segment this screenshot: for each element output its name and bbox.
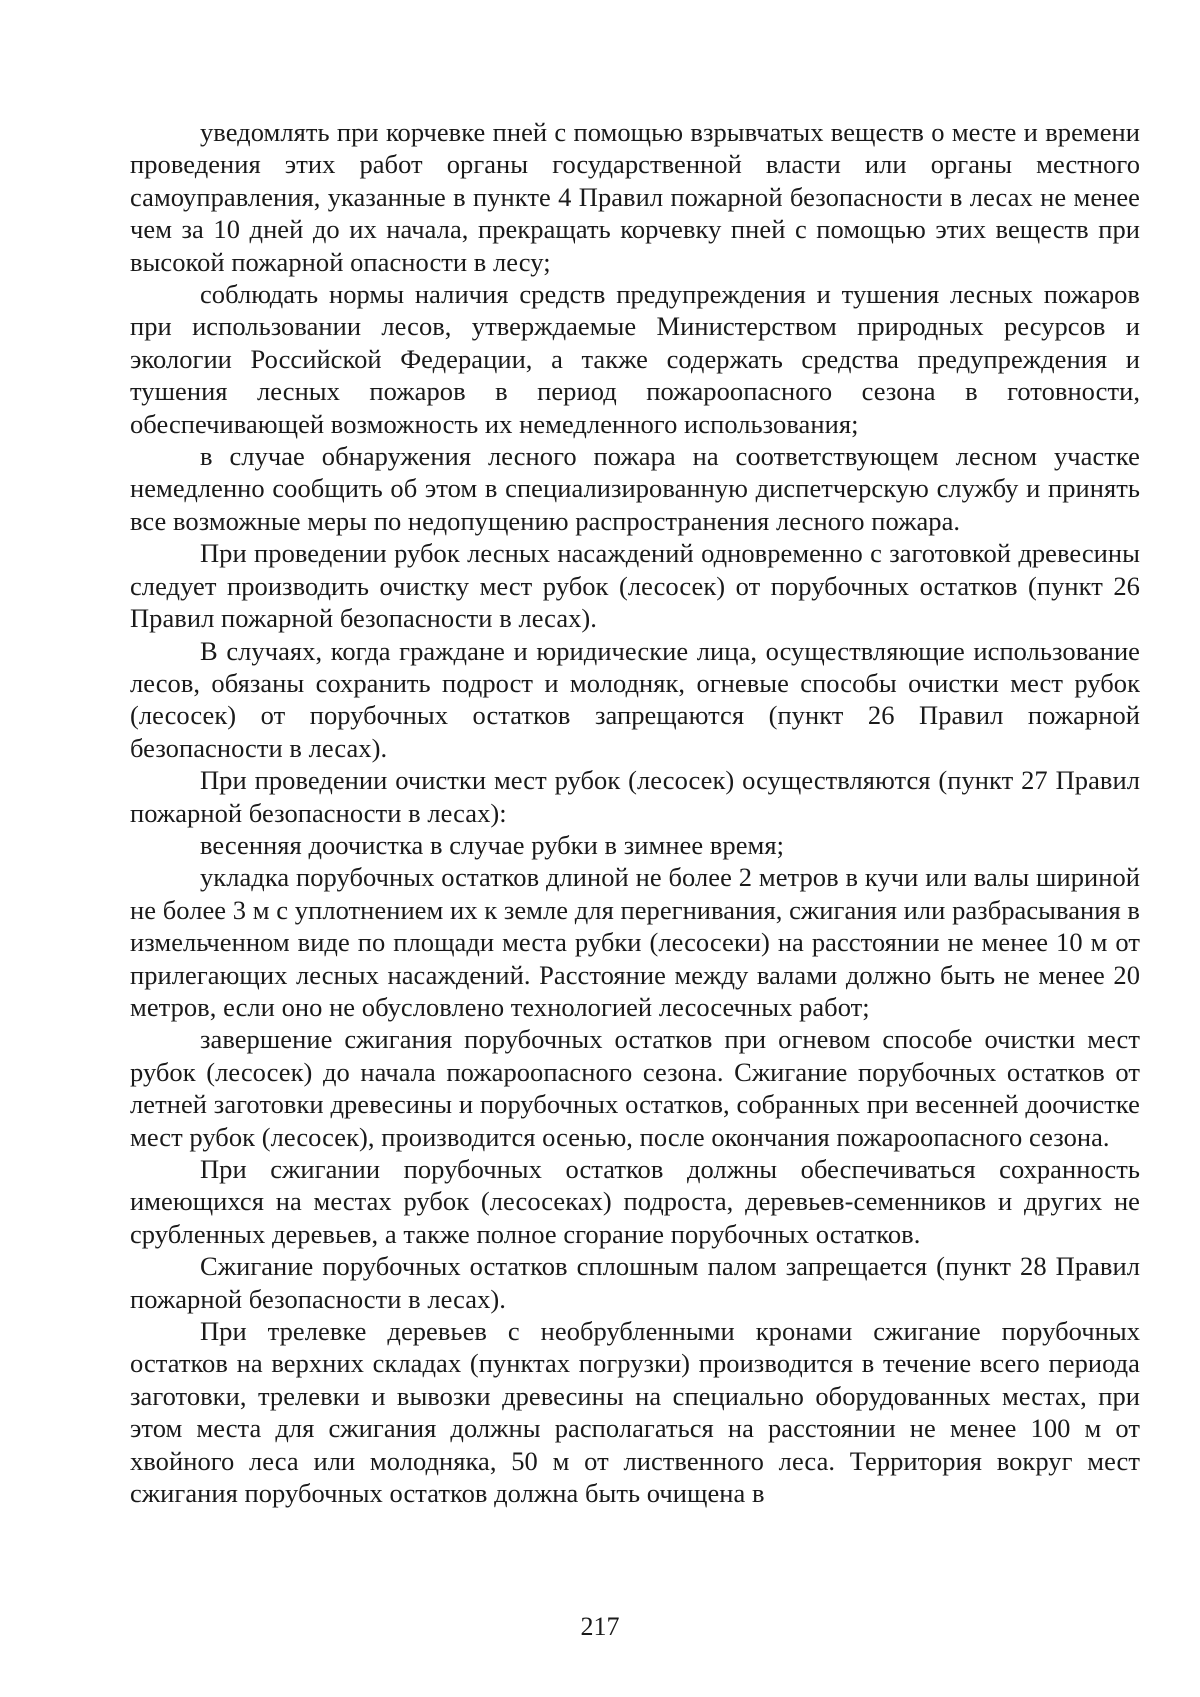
paragraph-fire-detection-report: в случае обнаружения лесного пожара на соответствующем лесном участке немедленно сообщить об этом в специализированную диспетчерскую службу и принять все возможные меры по недопущению распространения лесного пожара. — [130, 441, 1140, 536]
paragraph-notify-stump-blasting: уведомлять при корчевке пней с помощью взрывчатых веществ о месте и времени проведения этих работ органы государственной власти или органы местного самоуправления, указанные в пункте 4 Правил пожарной безопасности в лесах не менее чем за 10 дней до их начала, прекращать корчевку пней с помощью этих веществ при высокой пожарной опасности в лесу; — [130, 117, 1140, 277]
paragraph-skidding-burning: При трелевке деревьев с необрубленными кронами сжигание порубочных остатков на верхних складах (пунктах погрузки) производится в течение всего периода заготовки, трелевки и вывозки древесины на специально оборудованных местах, при этом места для сжигания должны располагаться на расстоянии не менее 100 м от хвойного леса или молодняка, 50 м от лиственного леса. Территория вокруг мест сжигания порубочных остатков должна быть очищена в — [130, 1316, 1140, 1509]
paragraph-solid-fire-prohibited: Сжигание порубочных остатков сплошным палом запрещается (пункт 28 Правил пожарной безопасности в лесах). — [130, 1251, 1140, 1314]
paragraph-cleanup-measures-intro: При проведении очистки мест рубок (лесосек) осуществляются (пункт 27 Правил пожарной безопасности в лесах): — [130, 765, 1140, 828]
paragraph-fire-cleanup-prohibited: В случаях, когда граждане и юридические лица, осуществляющие использование лесов, обязаны сохранить подрост и молодняк, огневые способы очистки мест рубок (лесосек) от порубочных остатков запрещаются (пункт 26 Правил пожарной безопасности в лесах). — [130, 635, 1140, 763]
paragraph-burning-preservation: При сжигании порубочных остатков должны обеспечиваться сохранность имеющихся на местах рубок (лесосеках) подроста, деревьев-семенников и других не срубленных деревьев, а также полное сгорание порубочных остатков. — [130, 1154, 1140, 1249]
paragraph-fire-equipment-norms: соблюдать нормы наличия средств предупреждения и тушения лесных пожаров при использовании лесов, утверждаемые Министерством природных ресурсов и экологии Российской Федерации, а также содержать средства предупреждения и тушения лесных пожаров в период пожароопасного сезона в готовности, обеспечивающей возможность их немедленного использования; — [130, 279, 1140, 439]
paragraph-burning-completion: завершение сжигания порубочных остатков при огневом способе очистки мест рубок (лесосек) до начала пожароопасного сезона. Сжигание порубочных остатков от летней заготовки древесины и порубочных остатков, собранных при весенней доочистке мест рубок (лесосек), производится осенью, после окончания пожароопасного сезона. — [130, 1024, 1140, 1152]
page-body — [130, 116, 1140, 1509]
paragraph-spring-cleanup: весенняя доочистка в случае рубки в зимнее время; — [200, 829, 785, 860]
paragraph-logging-cleanup: При проведении рубок лесных насаждений одновременно с заготовкой древесины следует производить очистку мест рубок (лесосек) от порубочных остатков (пункт 26 Правил пожарной безопасности в лесах). — [130, 538, 1140, 634]
paragraph-residue-stacking: укладка порубочных остатков длиной не более 2 метров в кучи или валы шириной не более 3 м с уплотнением их к земле для перегнивания, сжигания или разбрасывания в измельченном виде по площади места рубки (лесосеки) на расстоянии не менее 10 м от прилегающих лесных насаждений. Расстояние между валами должно быть не менее 20 метров, если оно не обусловлено технологией лесосечных работ; — [130, 862, 1140, 1022]
page-number: 217 — [580, 1612, 620, 1641]
